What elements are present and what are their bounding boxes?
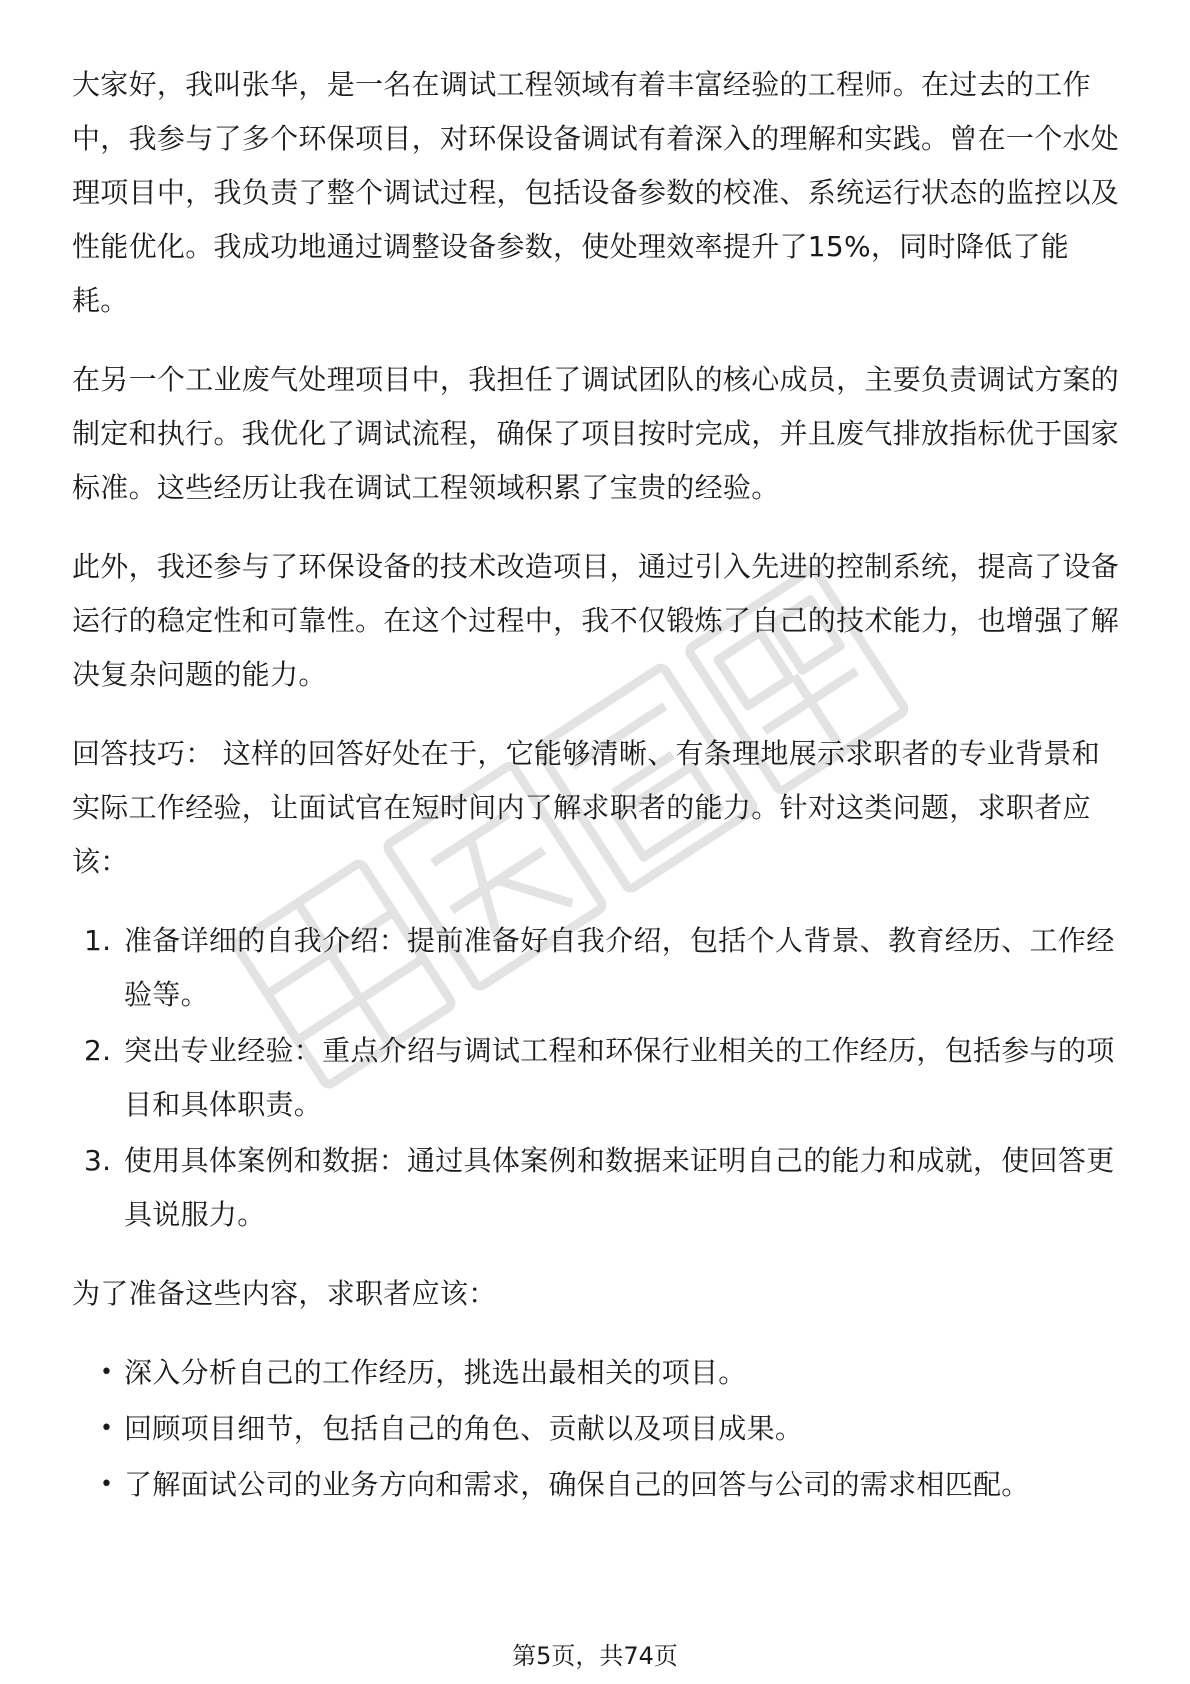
list-number: 3. — [84, 1144, 112, 1177]
list-item-text: 准备详细的自我介绍：提前准备好自我介绍，包括个人背景、教育经历、工作经验等。 — [124, 924, 1115, 1011]
list-item-text: 回顾项目细节，包括自己的角色、贡献以及项目成果。 — [124, 1412, 804, 1445]
list-item-text: 深入分析自己的工作经历，挑选出最相关的项目。 — [124, 1356, 747, 1389]
list-item — [72, 1024, 1122, 1132]
answer-tips-paragraph: 回答技巧： 这样的回答好处在于，它能够清晰、有条理地展示求职者的专业背景和实际工作经验，让面试官在短时间内了解求职者的能力。针对这类问题，求职者应该： — [72, 737, 1101, 878]
bullet-marker: • — [100, 1360, 114, 1385]
list-item — [72, 1134, 1122, 1242]
numbered-list — [72, 914, 1122, 1242]
page-footer: 第5页，共74页 — [512, 1642, 678, 1670]
list-item — [72, 1346, 1122, 1400]
list-number: 2. — [84, 1034, 112, 1067]
intro-paragraph-3: 此外，我还参与了环保设备的技术改造项目，通过引入先进的控制系统，提高了设备运行的稳定性和可靠性。在这个过程中，我不仅锻炼了自己的技术能力，也增强了解决复杂问题的能力。 — [72, 550, 1120, 691]
list-item-text: 了解面试公司的业务方向和需求，确保自己的回答与公司的需求相匹配。 — [124, 1468, 1030, 1501]
list-item — [72, 1458, 1122, 1512]
list-item — [72, 1402, 1122, 1456]
list-item-text: 突出专业经验：重点介绍与调试工程和环保行业相关的工作经历，包括参与的项目和具体职责。 — [124, 1034, 1115, 1121]
prep-heading: 为了准备这些内容，求职者应该： — [72, 1277, 497, 1310]
bullet-marker: • — [100, 1416, 114, 1441]
list-item — [72, 914, 1122, 1022]
bullet-list — [72, 1346, 1122, 1512]
list-item-text: 使用具体案例和数据：通过具体案例和数据来证明自己的能力和成就，使回答更具说服力。 — [124, 1144, 1115, 1231]
bullet-marker: • — [100, 1472, 114, 1497]
intro-paragraph-1: 大家好，我叫张华，是一名在调试工程领域有着丰富经验的工程师。在过去的工作中，我参与了多个环保项目，对环保设备调试有着深入的理解和实践。曾在一个水处理项目中，我负责了整个调试过程，包括设备参数的校准、系统运行状态的监控以及性能优化。我成功地通过调整设备参数，使处理效率提升了15%，同时降低了能耗。 — [72, 68, 1120, 317]
list-number: 1. — [84, 924, 112, 957]
document-body — [72, 58, 1122, 1537]
intro-paragraph-2: 在另一个工业废气处理项目中，我担任了调试团队的核心成员，主要负责调试方案的制定和执行。我优化了调试流程，确保了项目按时完成，并且废气排放指标优于国家标准。这些经历让我在调试工程领域积累了宝贵的经验。 — [72, 363, 1120, 504]
